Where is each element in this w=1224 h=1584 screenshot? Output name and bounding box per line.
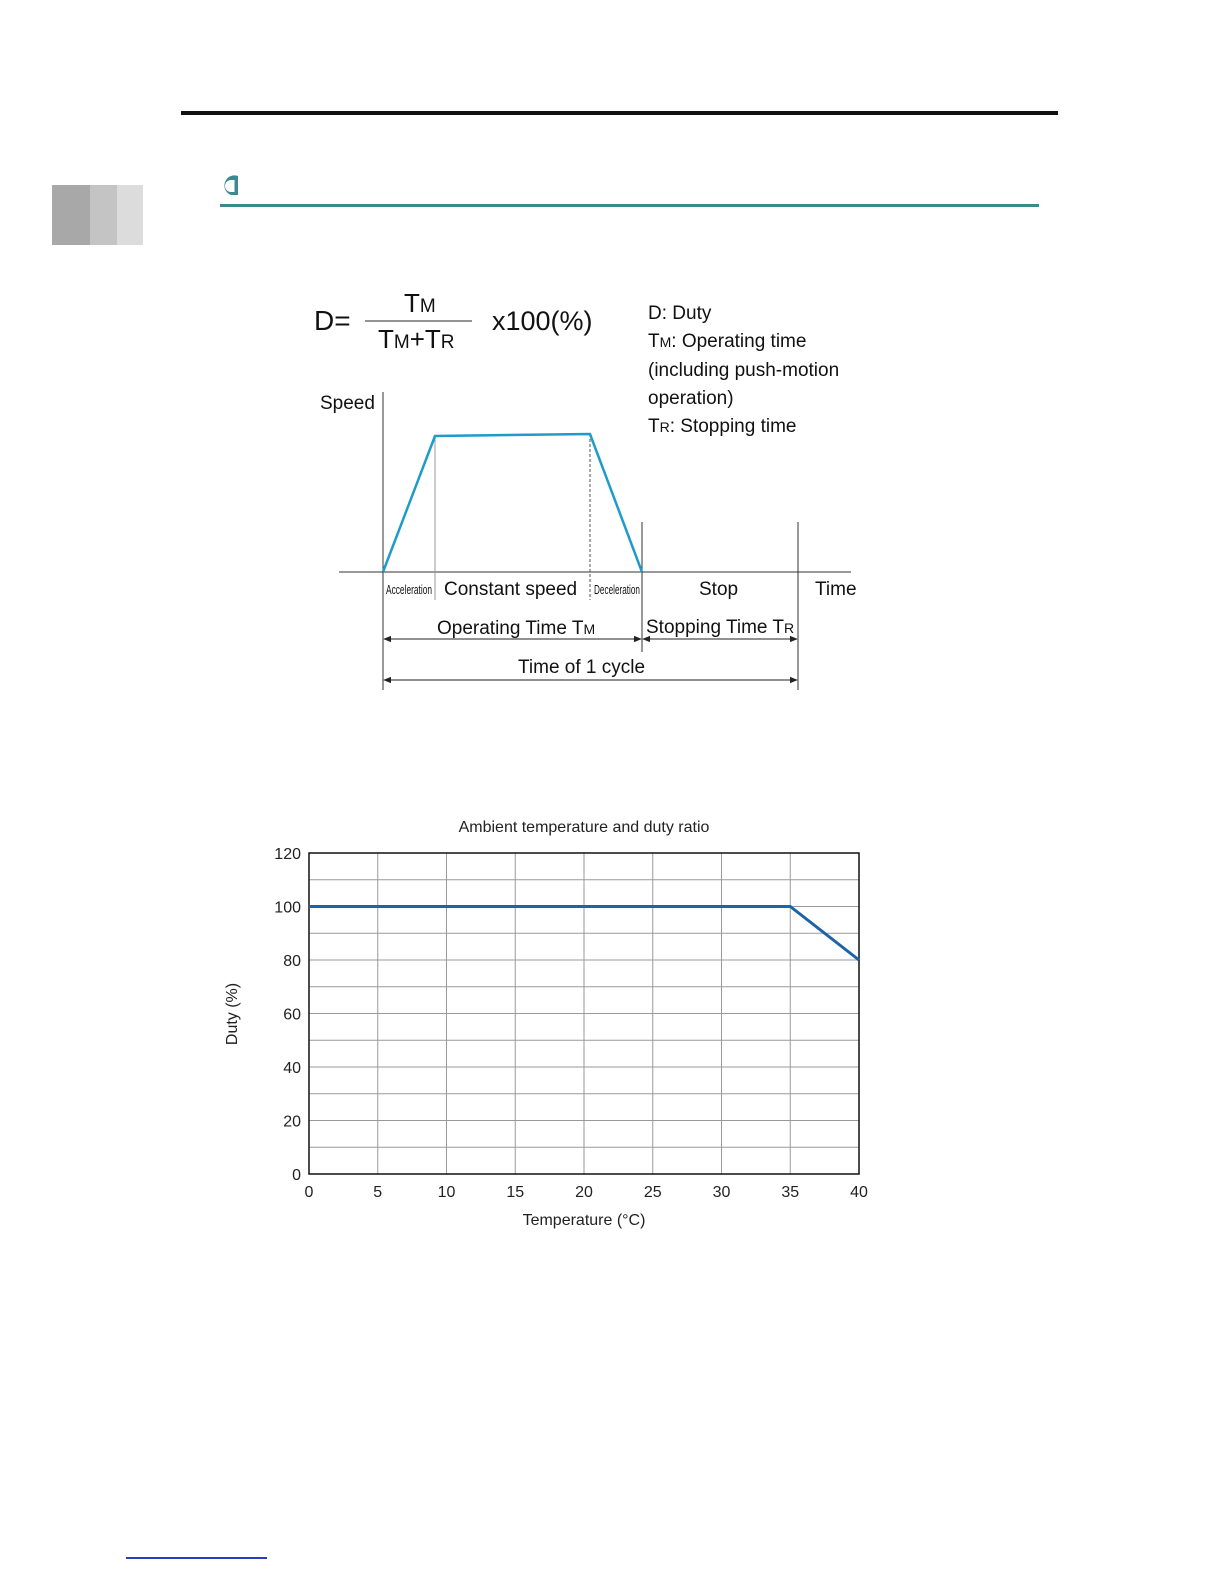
- footer-link-underline: [126, 1557, 267, 1559]
- duty-ratio-chart: [0, 780, 1224, 1260]
- phase-constant: Constant speed: [444, 579, 578, 600]
- operating-time-label: Operating Time TM: [437, 618, 596, 639]
- y-tick-label: 120: [274, 846, 301, 863]
- cycle-label: Time of 1 cycle: [518, 657, 646, 678]
- x-tick-label: 30: [712, 1184, 731, 1201]
- y-tick-label: 0: [292, 1167, 301, 1184]
- y-tick-label: 60: [283, 1006, 301, 1024]
- x-tick-label: 10: [437, 1184, 456, 1201]
- x-tick-label: 5: [373, 1184, 383, 1201]
- y-tick-label: 20: [283, 1113, 301, 1131]
- y-tick-label: 100: [274, 899, 301, 917]
- legend-tm-line3: operation): [648, 388, 734, 409]
- phase-stop: Stop: [699, 579, 739, 600]
- x-tick-label: 40: [850, 1184, 868, 1201]
- x-tick-label: 35: [781, 1184, 800, 1201]
- y-axis-label: Duty (%): [224, 982, 241, 1046]
- legend-tm: TM: Operating time: [648, 331, 807, 352]
- speed-profile-line: [383, 434, 642, 572]
- chart-grid: [309, 853, 859, 1174]
- x-axis-label: Temperature (°C): [522, 1212, 646, 1229]
- chart-title: Ambient temperature and duty ratio: [458, 819, 710, 836]
- formula-denominator: TM+TR: [378, 324, 455, 354]
- x-tick-label: 15: [506, 1184, 525, 1201]
- formula-multiplier: x100(%): [492, 306, 593, 336]
- duty-speed-diagram: [0, 0, 1224, 720]
- y-tick-label: 40: [283, 1060, 301, 1077]
- legend-duty: D: Duty: [648, 303, 712, 324]
- formula-lhs: D=: [314, 305, 351, 336]
- phase-acceleration: Acceleration: [386, 582, 432, 597]
- formula-numerator: TM: [404, 288, 436, 318]
- speed-axis-label: Speed: [320, 393, 375, 414]
- y-tick-label: 80: [283, 953, 301, 970]
- x-tick-label: 0: [304, 1184, 314, 1201]
- legend-tm-line2: (including push-motion: [648, 360, 840, 381]
- x-tick-label: 25: [643, 1184, 662, 1201]
- x-tick-label: 20: [575, 1184, 593, 1201]
- phase-deceleration: Deceleration: [594, 582, 640, 597]
- legend-tr: TR: Stopping time: [648, 416, 797, 437]
- stopping-time-label: Stopping Time TR: [646, 617, 795, 638]
- time-axis-label: Time: [815, 579, 857, 600]
